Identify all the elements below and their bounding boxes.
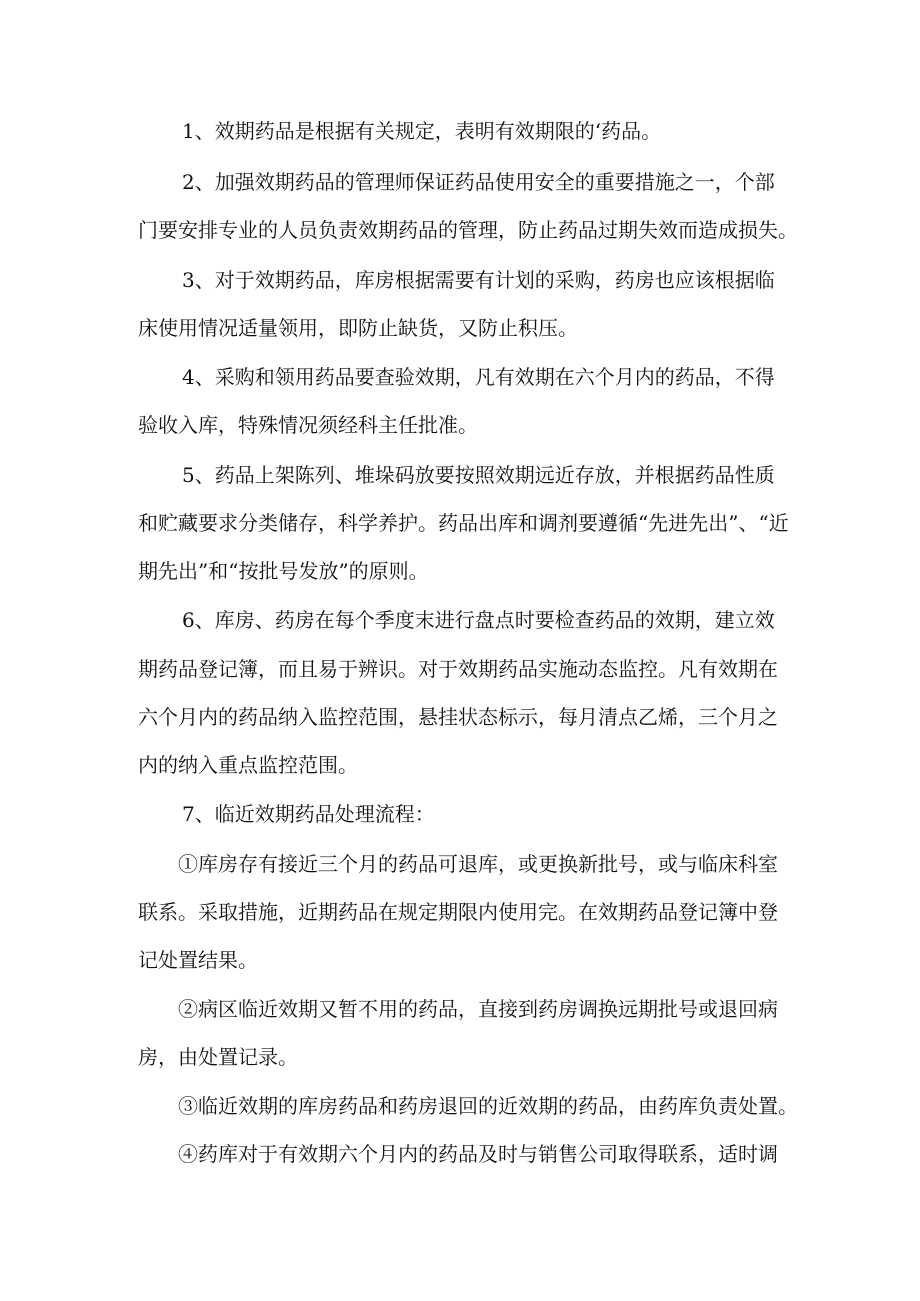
paragraph-6-line-3: 六个月内的药品纳入监控范围，悬挂状态标示，每月清点乙烯，三个月之 xyxy=(138,705,778,729)
paragraph-4-line-2: 验收入库，特殊情况须经科主任批准。 xyxy=(138,413,478,437)
paragraph-6-line-1: 6、库房、药房在每个季度末进行盘点时要检查药品的效期，建立效 xyxy=(182,608,775,632)
paragraph-3-line-1: 3、对于效期药品，库房根据需要有计划的采购，药房也应该根据临 xyxy=(182,268,775,292)
paragraph-6-line-2: 期药品登记簿，而且易于辨识。对于效期药品实施动态监控。凡有效期在 xyxy=(138,657,778,681)
paragraph-10-line-1: ③临近效期的库房药品和药房退回的近效期的药品，由药库负责处置。 xyxy=(178,1094,798,1118)
paragraph-5-line-3: 期先出”和“按批号发放”的原则。 xyxy=(138,559,429,583)
paragraph-1-line-1: 1、效期药品是根据有关规定，表明有效期限的‘药品。 xyxy=(182,119,662,143)
paragraph-2-line-1: 2、加强效期药品的管理师保证药品使用安全的重要措施之一，个部 xyxy=(182,170,775,194)
paragraph-9-line-2: 房，由处置记录。 xyxy=(138,1045,298,1069)
paragraph-4-line-1: 4、采购和领用药品要查验效期，凡有效期在六个月内的药品，不得 xyxy=(182,365,775,389)
paragraph-8-line-3: 记处置结果。 xyxy=(138,948,258,972)
paragraph-5-line-2: 和贮藏要求分类储存，科学养护。药品出库和调剂要遵循“先进先出”、“近 xyxy=(138,511,789,535)
paragraph-7-line-1: 7、临近效期药品处理流程： xyxy=(182,802,435,826)
paragraph-9-line-1: ②病区临近效期又暂不用的药品，直接到药房调换远期批号或退回病 xyxy=(178,997,778,1021)
paragraph-3-line-2: 床使用情况适量领用，即防止缺货，又防止积压。 xyxy=(138,316,578,340)
paragraph-6-line-4: 内的纳入重点监控范围。 xyxy=(138,753,358,777)
paragraph-11-line-1: ④药库对于有效期六个月内的药品及时与销售公司取得联系，适时调 xyxy=(178,1142,778,1166)
paragraph-8-line-2: 联系。采取措施，近期药品在规定期限内使用完。在效期药品登记簿中登 xyxy=(138,900,778,924)
paragraph-8-line-1: ①库房存有接近三个月的药品可退库，或更换新批号，或与临床科室 xyxy=(178,852,778,876)
paragraph-2-line-2: 门要安排专业的人员负责效期药品的管理，防止药品过期失效而造成损失。 xyxy=(138,218,798,242)
paragraph-5-line-1: 5、药品上架陈列、堆垛码放要按照效期远近存放，并根据药品性质 xyxy=(182,463,775,487)
